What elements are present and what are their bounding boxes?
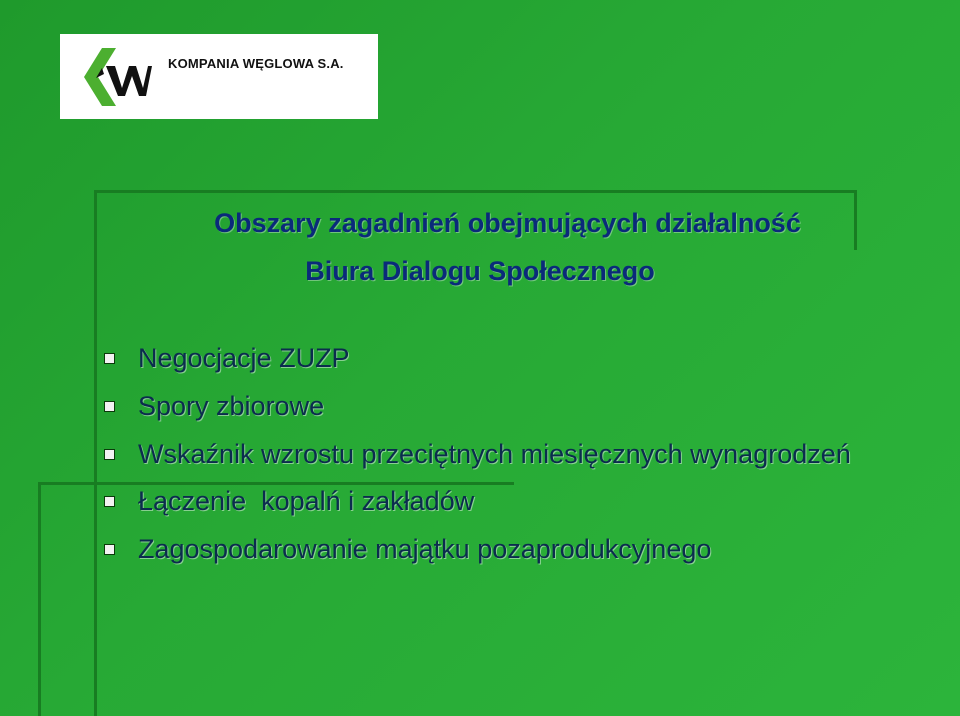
slide-title: Obszary zagadnień obejmujących działalność	[214, 208, 801, 238]
list-item	[104, 391, 904, 422]
decorative-line	[38, 482, 41, 716]
list-item	[104, 534, 904, 565]
list-item-text: Łączenie kopalń i zakładów	[138, 486, 475, 516]
list-item-text: Spory zbiorowe	[138, 391, 325, 421]
square-bullet-icon	[104, 544, 115, 555]
kw-logo-mark-icon	[82, 44, 152, 110]
company-name: KOMPANIA WĘGLOWA S.A.	[168, 56, 344, 71]
list-item-text: Wskaźnik wzrostu przeciętnych miesięcznych wynagrodzeń	[138, 439, 851, 469]
list-item-text: Negocjacje ZUZP	[138, 343, 350, 373]
slide-subtitle: Biura Dialogu Społecznego	[305, 256, 655, 286]
list-item	[104, 343, 904, 374]
square-bullet-icon	[104, 353, 115, 364]
list-item	[104, 486, 904, 517]
square-bullet-icon	[104, 496, 115, 507]
list-item	[104, 439, 904, 470]
bullet-list	[104, 343, 904, 582]
square-bullet-icon	[104, 449, 115, 460]
decorative-line	[94, 190, 854, 193]
list-item-text: Zagospodarowanie majątku pozaprodukcyjnego	[138, 534, 712, 564]
square-bullet-icon	[104, 401, 115, 412]
company-logo	[60, 34, 378, 119]
